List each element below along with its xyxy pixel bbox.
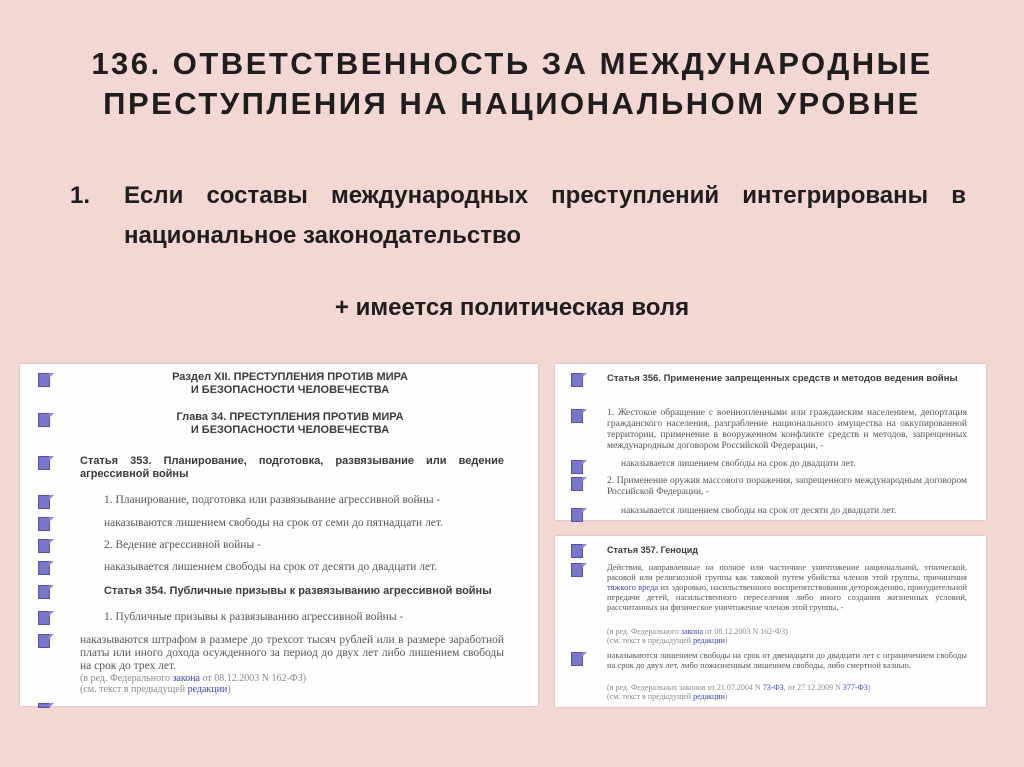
previous-edition-link[interactable]: редакции: [187, 684, 228, 695]
document-page-icon: [571, 460, 583, 474]
slide-title: [0, 44, 1024, 124]
previous-edition-note: (см. текст в предыдущей редакции): [80, 684, 231, 695]
amendment-note: (в ред. Федерального закона от 08.12.2003 N 162-ФЗ): [80, 673, 307, 684]
article-356-part-2-penalty: наказывается лишением свободы на срок от десяти до двадцати лет.: [621, 506, 897, 516]
document-page-icon: [38, 703, 50, 708]
article-353-part-1: 1. Планирование, подготовка или развязывание агрессивной войны -: [104, 494, 441, 506]
article-353-title: Статья 353. Планирование, подготовка, развязывание или ведение агрессивной войны: [80, 455, 504, 480]
law-excerpt-article-357: [555, 536, 986, 707]
document-page-icon: [38, 585, 50, 599]
law-377-fz-link[interactable]: 377-ФЗ: [842, 683, 868, 692]
article-354-title: Статья 354. Публичные призывы к развязыванию агрессивной войны: [104, 585, 492, 597]
document-page-icon: [571, 563, 583, 577]
document-page-icon: [38, 517, 50, 531]
previous-edition-note-2: (см. текст в предыдущей редакции): [607, 692, 728, 701]
article-356-part-1: 1. Жестокое обращение с военнопленными или гражданским населением, депортация гражданского населения, разграбление национального имущества на оккупированной территории, применение в вооруженном конфликте средств и методов, запрещенных международным договором Российской Федерации, -: [607, 408, 967, 451]
law-link[interactable]: закона: [680, 627, 703, 636]
article-356-part-1-penalty: наказывается лишением свободы на срок до двадцати лет.: [621, 459, 856, 469]
article-354-penalty: наказываются штрафом в размере до трехсот тысяч рублей или в размере заработной платы или иного дохода осужденного за период до двух лет либо лишением свободы на срок до трех лет.: [80, 634, 504, 672]
previous-edition-link[interactable]: редакции: [693, 636, 725, 645]
law-link[interactable]: закона: [172, 673, 200, 684]
document-page-icon: [38, 413, 50, 427]
law-excerpt-article-356: [555, 364, 986, 520]
chapter-heading: Глава 34. ПРЕСТУПЛЕНИЯ ПРОТИВ МИРА И БЕЗОПАСНОСТИ ЧЕЛОВЕЧЕСТВА: [176, 411, 404, 436]
document-page-icon: [571, 477, 583, 491]
slide-title-line-1: 136. ОТВЕТСТВЕННОСТЬ ЗА МЕЖДУНАРОДНЫЕ: [91, 46, 933, 81]
document-page-icon: [38, 611, 50, 625]
article-353-part-2-penalty: наказывается лишением свободы на срок от десяти до двадцати лет.: [104, 561, 438, 573]
point-number: 1.: [70, 182, 91, 209]
amendment-note-2004-2009: (в ред. Федеральных законов от 21.07.2004 N 73-ФЗ, от 27.12.2009 N 377-ФЗ): [607, 683, 871, 692]
document-page-icon: [571, 373, 583, 387]
law-73-fz-link[interactable]: 73-ФЗ: [762, 683, 784, 692]
document-page-icon: [571, 508, 583, 522]
article-353-part-2: 2. Ведение агрессивной войны -: [104, 539, 261, 551]
article-353-part-1-penalty: наказываются лишением свободы на срок от семи до пятнадцати лет.: [104, 517, 443, 529]
grievous-harm-link[interactable]: тяжкого вреда: [607, 582, 659, 592]
section-heading: Раздел XII. ПРЕСТУПЛЕНИЯ ПРОТИВ МИРА И БЕЗОПАСНОСТИ ЧЕЛОВЕЧЕСТВА: [172, 371, 408, 396]
document-page-icon: [38, 561, 50, 575]
document-page-icon: [571, 652, 583, 666]
slide-title-line-2: ПРЕСТУПЛЕНИЯ НА НАЦИОНАЛЬНОМ УРОВНЕ: [103, 86, 921, 121]
political-will-text: + имеется политическая воля: [334, 294, 690, 321]
article-356-part-2: 2. Применение оружия массового поражения, запрещенного международным договором Российской Федерации, -: [607, 476, 967, 497]
previous-edition-note: (см. текст в предыдущей редакции): [607, 636, 728, 645]
article-357-title: Статья 357. Геноцид: [607, 545, 698, 555]
article-357-text: Действия, направленные на полное или частичное уничтожение национальной, этнической, расовой или религиозной группы как таковой путем убийства членов этой группы, причинения тяжкого вреда их здоровью, насильственного воспрепятствования деторождению, принудительной передачи детей, насильственного переселения либо иного создания жизненных условий, рассчитанных на физическое уничтожение членов этой группы, -: [607, 562, 967, 612]
article-354-part-1: 1. Публичные призывы к развязыванию агрессивной войны -: [104, 611, 404, 623]
article-356-title: Статья 356. Применение запрещенных средств и методов ведения войны: [607, 373, 958, 384]
point-text: Если составы международных преступлений интегрированы в национальное законодательство: [124, 182, 966, 249]
amendment-note: (в ред. Федерального закона от 08.12.2003 N 162-ФЗ): [607, 627, 788, 636]
document-page-icon: [571, 409, 583, 423]
document-page-icon: [571, 544, 583, 558]
document-page-icon: [38, 373, 50, 387]
document-page-icon: [38, 495, 50, 509]
document-page-icon: [38, 456, 50, 470]
point-1: [70, 176, 966, 256]
law-excerpt-articles-353-354: [20, 364, 538, 706]
previous-edition-link[interactable]: редакции: [693, 692, 725, 701]
article-357-penalty: наказываются лишением свободы на срок от двенадцати до двадцати лет с ограничением свободы на срок до двух лет, либо пожизненным лишением свободы, либо смертной казнью.: [607, 650, 967, 670]
document-page-icon: [38, 634, 50, 648]
document-page-icon: [38, 539, 50, 553]
